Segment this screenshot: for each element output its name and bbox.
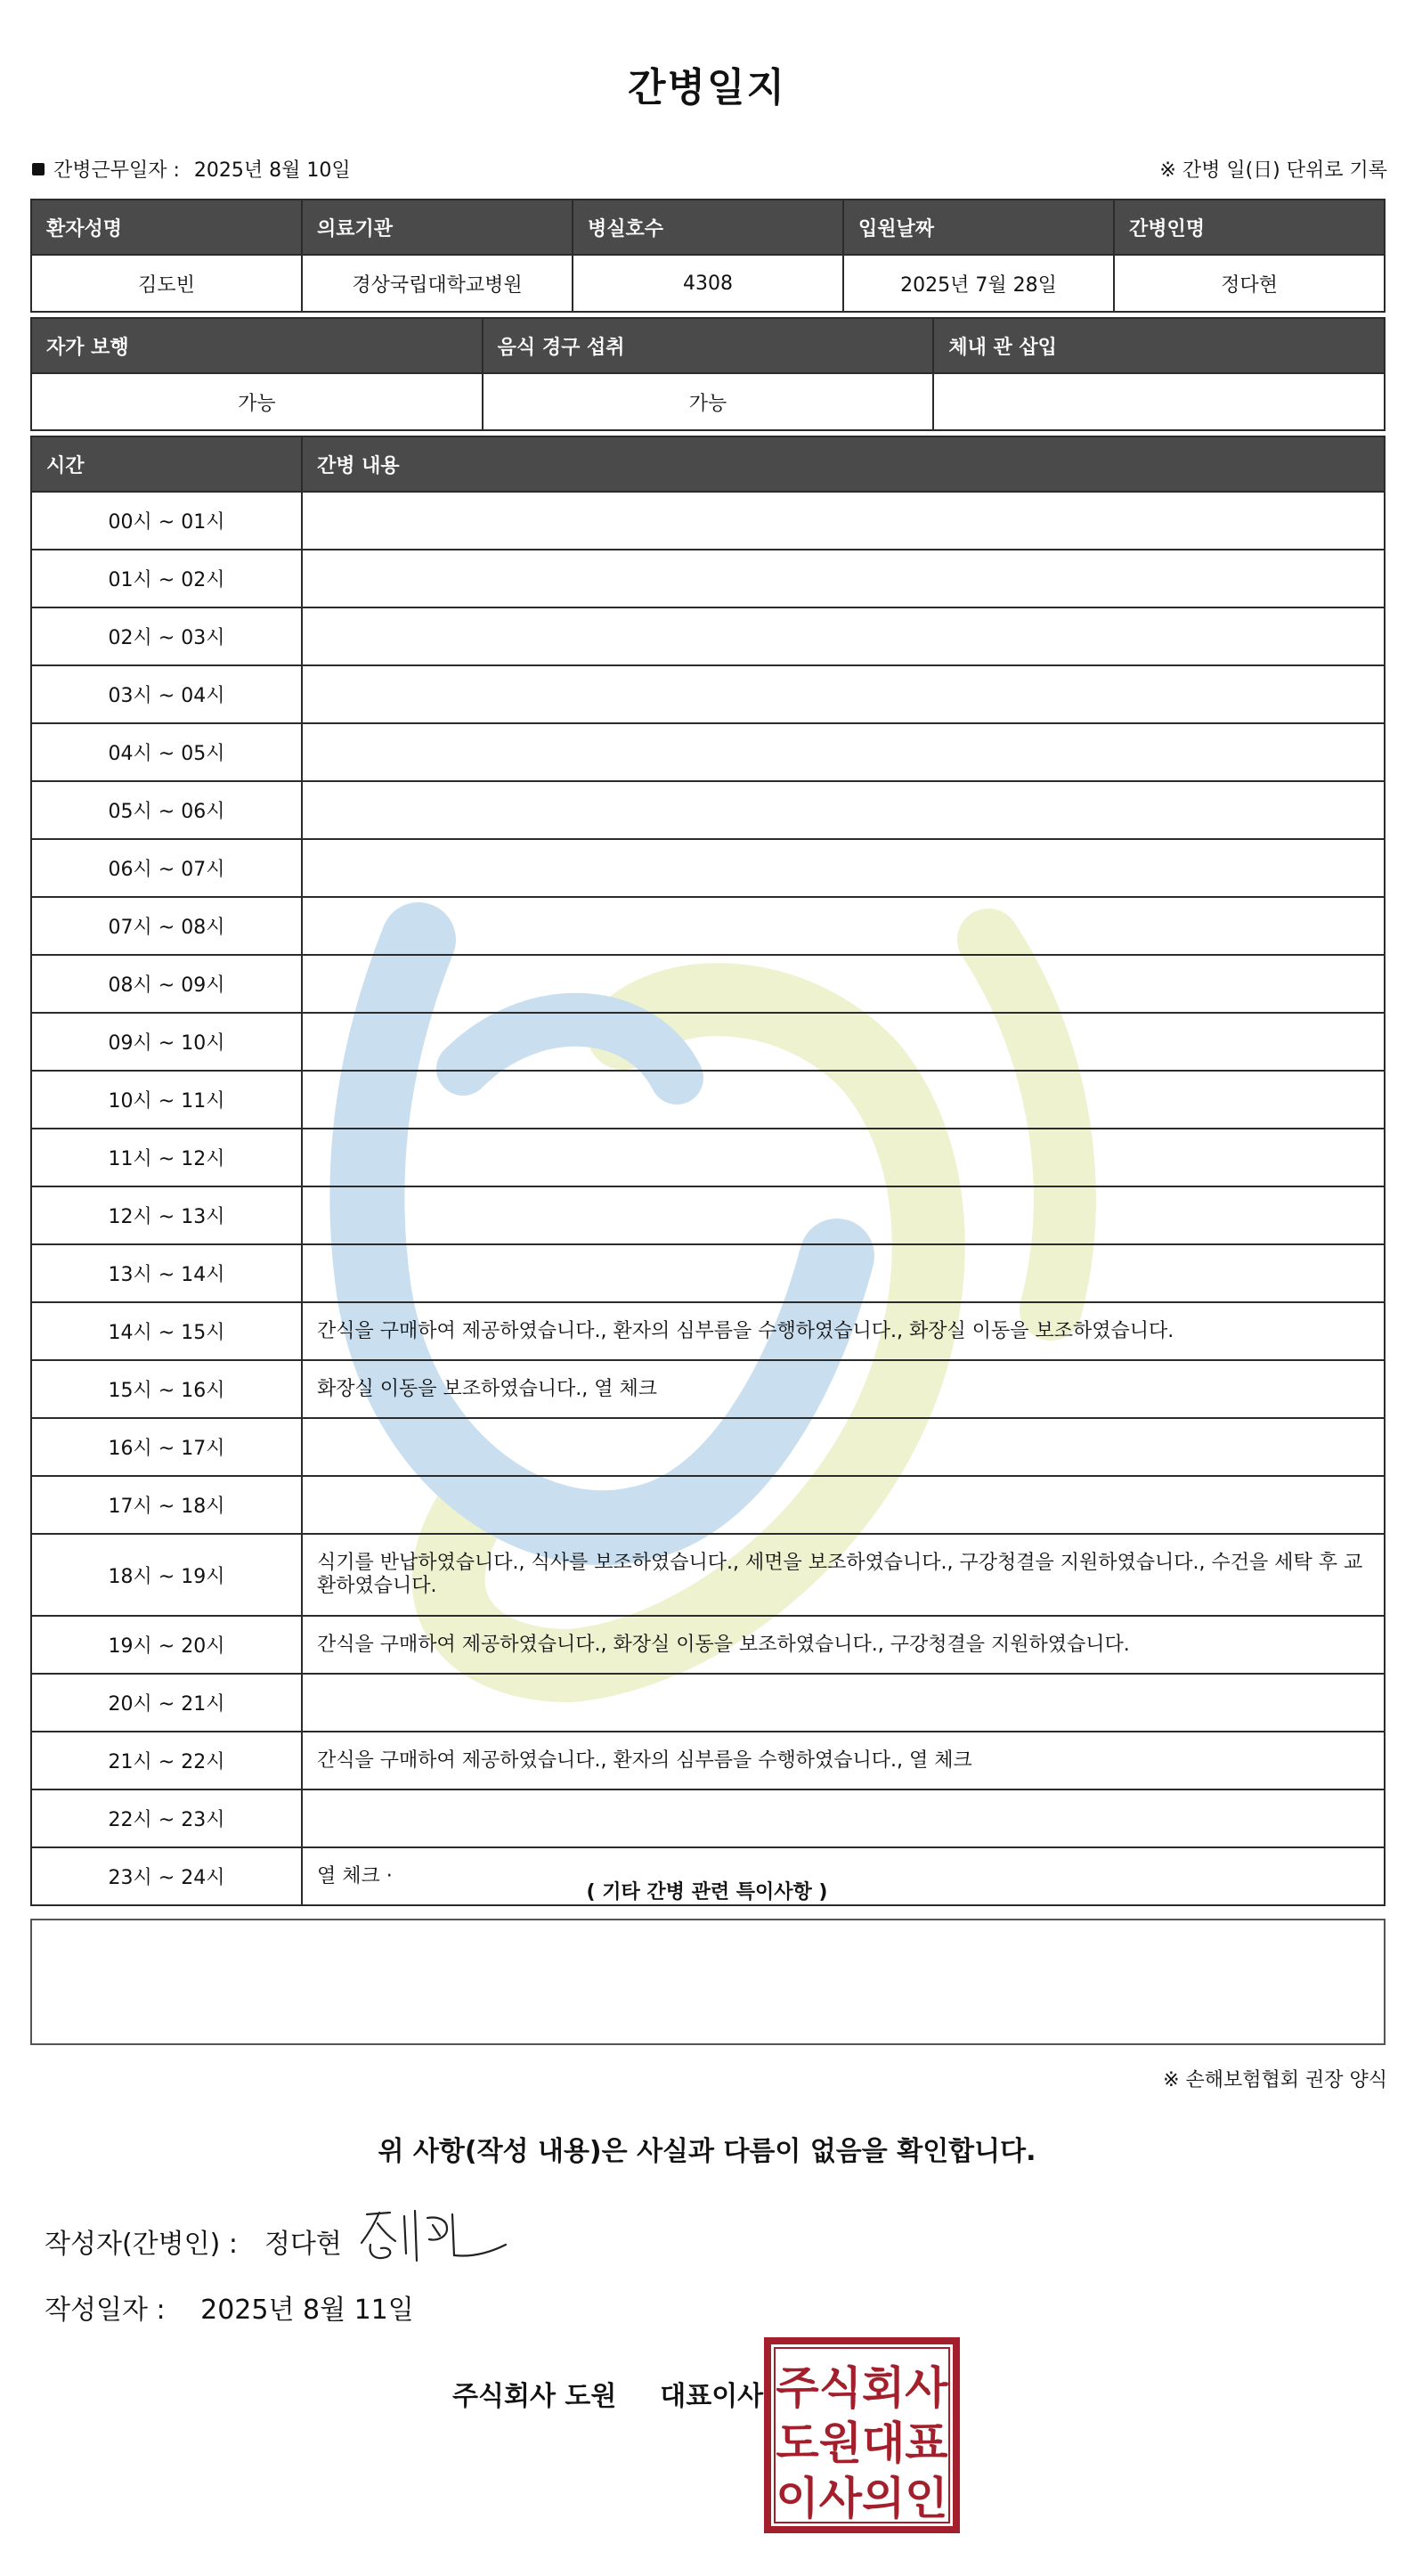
care-content [302, 1013, 1385, 1071]
care-content [302, 1418, 1385, 1476]
time-slot: 18시 ~ 19시 [31, 1534, 302, 1616]
writer-name: 정다현 [264, 2229, 342, 2260]
admission-date: 2025년 7월 28일 [843, 255, 1114, 312]
time-slot: 01시 ~ 02시 [31, 550, 302, 607]
care-content [302, 492, 1385, 550]
table-row [31, 1071, 1385, 1129]
record-unit-note: ※ 간병 일(日) 단위로 기록 [1159, 159, 1387, 182]
tube-insertion-value [933, 373, 1385, 430]
header-self-walking: 자가 보행 [31, 318, 483, 373]
care-content: 열 체크 · [302, 1847, 1385, 1905]
oral-intake-value: 가능 [483, 373, 934, 430]
table-row [31, 1360, 1385, 1418]
header-admission-date: 입원날짜 [843, 200, 1114, 255]
caregiver-name: 정다현 [1114, 255, 1385, 312]
care-content [302, 607, 1385, 665]
hospital-name: 경상국립대학교병원 [302, 255, 573, 312]
table-row [31, 1789, 1385, 1847]
time-slot: 17시 ~ 18시 [31, 1476, 302, 1534]
table-row [31, 1013, 1385, 1071]
time-slot: 04시 ~ 05시 [31, 723, 302, 781]
care-content [302, 1186, 1385, 1244]
company-seal-stamp [762, 2336, 962, 2535]
care-content [302, 1129, 1385, 1186]
header-patient-name: 환자성명 [31, 200, 302, 255]
time-slot: 08시 ~ 09시 [31, 955, 302, 1013]
company-signature-line [452, 2374, 763, 2413]
table-row [31, 1186, 1385, 1244]
company-role: 대표이사 [660, 2381, 764, 2412]
care-content [302, 1244, 1385, 1302]
svg-text:이사의인: 이사의인 [776, 2473, 948, 2524]
patient-name: 김도빈 [31, 255, 302, 312]
time-slot: 15시 ~ 16시 [31, 1360, 302, 1418]
header-tube-insertion: 체내 관 삽입 [933, 318, 1385, 373]
header-hospital: 의료기관 [302, 200, 573, 255]
header-caregiver-name: 간병인명 [1114, 200, 1385, 255]
table-row [31, 1129, 1385, 1186]
care-content [302, 665, 1385, 723]
care-content [302, 781, 1385, 839]
care-content [302, 839, 1385, 897]
writer-row [45, 2221, 342, 2261]
table-row [31, 781, 1385, 839]
svg-text:주식회사: 주식회사 [776, 2362, 948, 2414]
care-content [302, 955, 1385, 1013]
duty-date-value: 2025년 8월 10일 [193, 159, 351, 182]
patient-info-table [30, 199, 1386, 313]
company-name: 주식회사 도원 [452, 2381, 617, 2412]
care-content [302, 897, 1385, 955]
care-content: 간식을 구매하여 제공하였습니다., 환자의 심부름을 수행하였습니다., 열 체크 [302, 1732, 1385, 1789]
time-slot: 03시 ~ 04시 [31, 665, 302, 723]
room-number: 4308 [573, 255, 843, 312]
written-date-label: 작성일자 : [45, 2295, 166, 2326]
self-walking-value: 가능 [31, 373, 483, 430]
duty-date-label: 간병근무일자 : [53, 159, 180, 182]
table-row [31, 665, 1385, 723]
care-content [302, 1476, 1385, 1534]
table-row [31, 1418, 1385, 1476]
care-content: 식기를 반납하였습니다., 식사를 보조하였습니다., 세면을 보조하였습니다., 구강청결을 지원하였습니다., 수건을 세탁 후 교환하였습니다. [302, 1534, 1385, 1616]
header-care-content: 간병 내용 [302, 436, 1385, 492]
table-row [31, 607, 1385, 665]
time-slot: 10시 ~ 11시 [31, 1071, 302, 1129]
table-row [31, 1476, 1385, 1534]
table-row [31, 1732, 1385, 1789]
care-content [302, 1071, 1385, 1129]
table-row [31, 955, 1385, 1013]
svg-text:도원대표: 도원대표 [776, 2417, 948, 2469]
notes-box [30, 1919, 1386, 2045]
time-slot: 06시 ~ 07시 [31, 839, 302, 897]
table-row [31, 1616, 1385, 1674]
time-slot: 20시 ~ 21시 [31, 1674, 302, 1732]
time-slot: 00시 ~ 01시 [31, 492, 302, 550]
document-title: 간병일지 [627, 65, 786, 110]
handwritten-signature [354, 2198, 524, 2270]
table-row [31, 897, 1385, 955]
header-time: 시간 [31, 436, 302, 492]
care-content [302, 723, 1385, 781]
table-row [31, 492, 1385, 550]
time-slot: 11시 ~ 12시 [31, 1129, 302, 1186]
time-slot: 21시 ~ 22시 [31, 1732, 302, 1789]
table-row [31, 1244, 1385, 1302]
header-oral-intake: 음식 경구 섭취 [483, 318, 934, 373]
time-slot: 07시 ~ 08시 [31, 897, 302, 955]
bullet-square-icon [32, 163, 45, 175]
duty-date-row [32, 155, 351, 183]
time-slot: 23시 ~ 24시 [31, 1847, 302, 1905]
care-content: 간식을 구매하여 제공하였습니다., 환자의 심부름을 수행하였습니다., 화장실 이동을 보조하였습니다. [302, 1302, 1385, 1360]
care-content: 간식을 구매하여 제공하였습니다., 화장실 이동을 보조하였습니다., 구강청결을 지원하였습니다. [302, 1616, 1385, 1674]
table-row [31, 723, 1385, 781]
time-slot: 14시 ~ 15시 [31, 1302, 302, 1360]
patient-status-table [30, 317, 1386, 431]
written-date-row [45, 2287, 414, 2327]
time-slot: 13시 ~ 14시 [31, 1244, 302, 1302]
writer-label: 작성자(간병인) : [45, 2229, 238, 2260]
care-content [302, 1789, 1385, 1847]
time-slot: 05시 ~ 06시 [31, 781, 302, 839]
care-content: 화장실 이동을 보조하였습니다., 열 체크 [302, 1360, 1385, 1418]
table-row [31, 1534, 1385, 1616]
time-slot: 19시 ~ 20시 [31, 1616, 302, 1674]
care-log-table [30, 436, 1386, 1906]
care-content [302, 1674, 1385, 1732]
time-slot: 02시 ~ 03시 [31, 607, 302, 665]
notes-title: ( 기타 간병 관련 특이사항 ) [586, 1881, 828, 1903]
table-row [31, 550, 1385, 607]
table-row [31, 839, 1385, 897]
time-slot: 16시 ~ 17시 [31, 1418, 302, 1476]
care-log-rows [31, 492, 1385, 1905]
table-row [31, 1674, 1385, 1732]
care-content [302, 550, 1385, 607]
confirmation-statement: 위 사항(작성 내용)은 사실과 다름이 없음을 확인합니다. [378, 2136, 1036, 2167]
time-slot: 12시 ~ 13시 [31, 1186, 302, 1244]
time-slot: 22시 ~ 23시 [31, 1789, 302, 1847]
table-row [31, 1302, 1385, 1360]
written-date-value: 2025년 8월 11일 [200, 2295, 414, 2326]
form-source-note: ※ 손해보험협회 권장 양식 [1163, 2069, 1387, 2091]
time-slot: 09시 ~ 10시 [31, 1013, 302, 1071]
header-room-number: 병실호수 [573, 200, 843, 255]
